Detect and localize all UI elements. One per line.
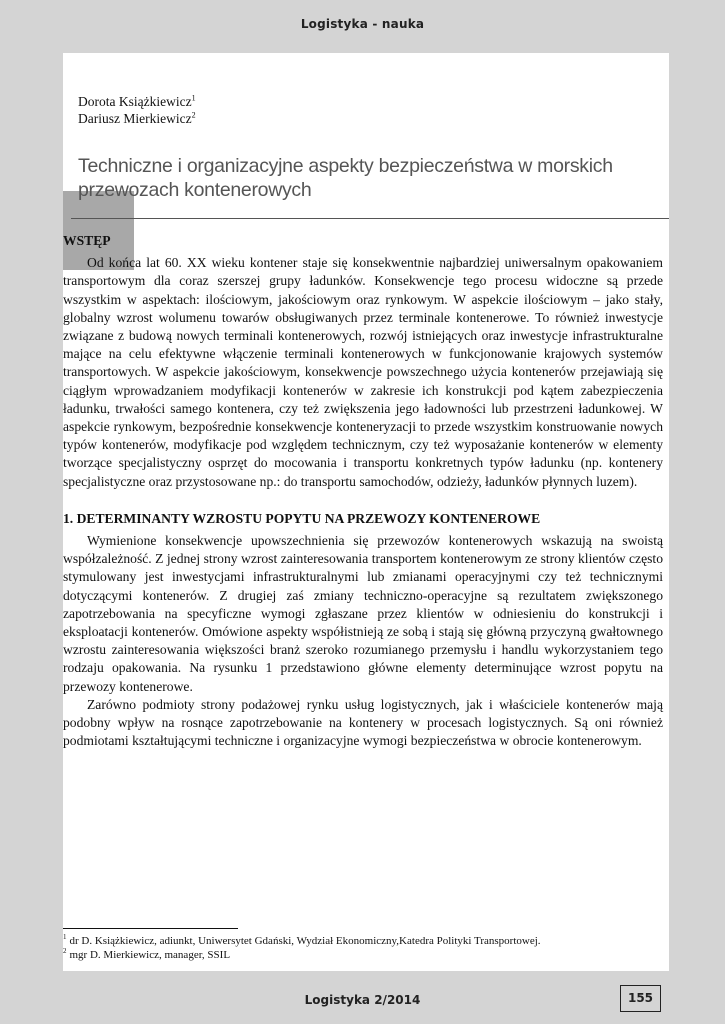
authors-block [78, 93, 196, 127]
footnotes [63, 934, 663, 962]
journal-section-header: Logistyka - nauka [300, 17, 425, 31]
title-divider [71, 218, 669, 219]
intro-heading: WSTĘP [63, 233, 111, 248]
footnote-divider [63, 928, 238, 929]
intro-paragraph: Od końca lat 60. XX wieku kontener staje się konsekwentnie najbardziej uniwersalnym opakowaniem transportowym dla coraz szerszej grupy ładunków. Konsekwencje tego procesu widoczne są przede wszystkim w aspektach: ilościowym, jakościowym oraz rynkowym. W aspekcie ilościowym – jako stały, globalny wzrost wolumenu towarów obsługiwanych przez terminale kontenerowe. To również inwestycje związane z budową nowych terminali kontenerowych, rozwój istniejących oraz inwestycje infrastrukturalne mające na celu efektywne włączenie terminali kontenerowych w funkcjonowanie krajowych systemów transportowych. W aspekcie jakościowym, konsekwencje powszechnego użycia kontenerów przejawiają się ciągłym wprowadzaniem modyfikacji kontenerów w zakresie ich konstrukcji pod kątem zabezpieczenia ładunku, trwałości samego kontenera, czy też zwiększenia jego ładowności lub przestrzeni ładunkowej. W aspekcie rynkowym, bezpośrednie konsekwencje konteneryzacji to przede wszystkim konstruowanie nowych typów kontenerów, modyfikacje pod względem technicznym, czy też wyposażanie kontenerów w elementy tworzące specjalistyczny osprzęt do mocowania i transportu konkretnych typów ładunku (np. kontenery specjalistyczne oraz przystosowane np.: do transportu samochodów, odzieży, ładunków płynnych luzem). [63, 255, 663, 489]
page-number: 155 [620, 985, 661, 1012]
footnote-1: $^1$ dr D. Książkiewicz, adiunkt, Uniwersytet Gdański, Wydział Ekonomiczny,Katedra Polityki Transportowej. [63, 933, 541, 947]
section-1-paragraph-1: Wymienione konsekwencje upowszechnienia się przewozów kontenerowych wskazują na swoistą współzależność. Z jednej strony wzrost zainteresowania transportem kontenerowym ze strony klientów często stymulowany jest inwestycjami infrastrukturalnymi lub zmianami operacyjnymi czy też technicznymi dotyczącymi kontenerów. Z drugiej zaś zmiany techniczno-operacyjne są rezultatem zwiększonego zapotrzebowania na specyficzne wymogi zgłaszane przez klientów w odniesieniu do konstrukcji i eksploatacji kontenerów. Omówione aspekty współistnieją ze sobą i stają się główną przyczyną gwałtownego wzrostu zainteresowania większości branż szeroko rozumianego przemysłu i handlu wykorzystaniem tego rodzaju opakowania. Na rysunku 1 przedstawiono główne elementy determinujące wzrost popytu na przewozy kontenerowe. [63, 533, 663, 694]
author-1: Dorota Książkiewicz$^1$ [78, 93, 196, 109]
author-2-ref: 2 [191, 110, 196, 120]
footnote-2: $^2$ mgr D. Mierkiewicz, manager, SSIL [63, 947, 231, 961]
article-body [63, 232, 663, 750]
author-1-ref: 1 [191, 93, 196, 103]
article-title: Techniczne i organizacyjne aspekty bezpieczeństwa w morskich przewozach kontenerowych [78, 155, 613, 201]
author-2: Dariusz Mierkiewicz$^2$ [78, 110, 196, 126]
section-1-paragraph-2: Zarówno podmioty strony podażowej rynku usług logistycznych, jak i właściciele kontenerów mają podobny wpływ na rosnące zapotrzebowanie na kontenery w procesach logistycznych. Są oni również podmiotami kształtującymi techniczne i organizacyjne wymogi bezpieczeństwa w obrocie kontenerowym. [63, 696, 663, 749]
section-1-heading: 1. DETERMINANTY WZROSTU POPYTU NA PRZEWOZY KONTENEROWE [63, 510, 541, 526]
journal-issue-footer: Logistyka 2/2014 [304, 993, 421, 1007]
